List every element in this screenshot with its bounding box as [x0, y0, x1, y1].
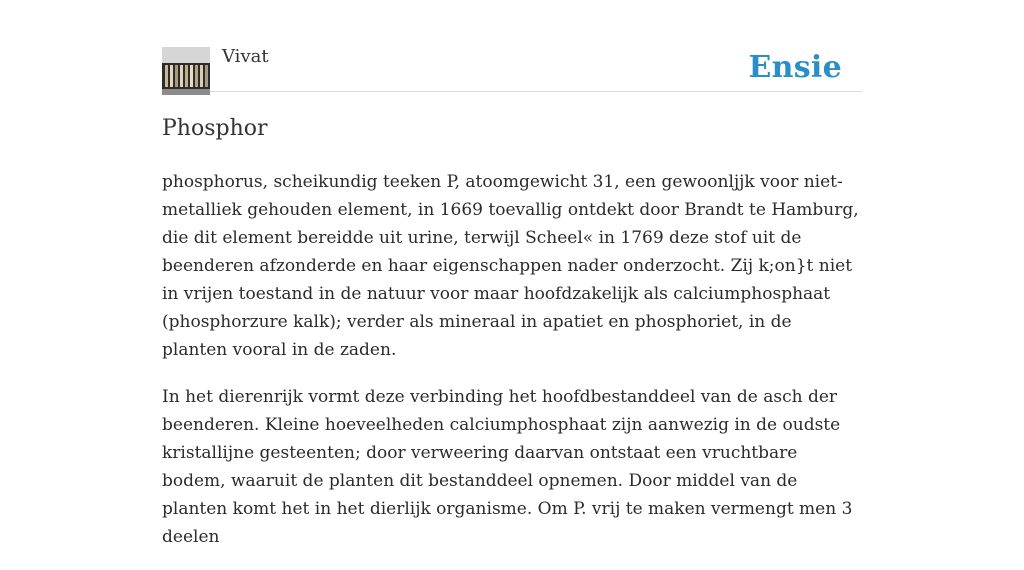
article-body: [162, 168, 862, 570]
article-paragraph: In het dierenrijk vormt deze verbinding het hoofdbestanddeel van de asch der beenderen. Kleine hoeveelheden calciumphosphaat zijn aanwezig in de oudste kristallijne gesteenten; door verweering daarvan ontstaat een vruchtbare bodem, waaruit de planten dit bestanddeel opnemen. Door middel van de planten komt het in het dierlijk organisme. Om P. vrij te maken vermengt men 3 deelen: [162, 387, 853, 547]
avatar-image: [162, 47, 210, 95]
article-title: Phosphor: [162, 116, 268, 141]
book-spines-icon[interactable]: [162, 47, 210, 95]
source-name-link[interactable]: Vivat: [222, 46, 269, 67]
article-paragraph: phosphorus, scheikundig teeken P, atoomgewicht 31, een gewoonljjk voor niet-metalliek gehouden element, in 1669 toevallig ontdekt door Brandt te Hamburg, die dit element bereidde uit urine, terwijl Scheel« in 1769 deze stof uit de beenderen afzonderde en haar eigenschappen nader onderzocht. Zij k;on}t niet in vrijen toestand in de natuur voor maar hoofdzakelijk als calciumphosphaat (phosphorzure kalk); verder als mineraal in apatiet en phosphoriet, in de planten vooral in de zaden.: [162, 172, 859, 360]
header: [162, 0, 862, 92]
brand-logo[interactable]: Ensie: [748, 50, 842, 85]
page-container: [162, 0, 862, 547]
